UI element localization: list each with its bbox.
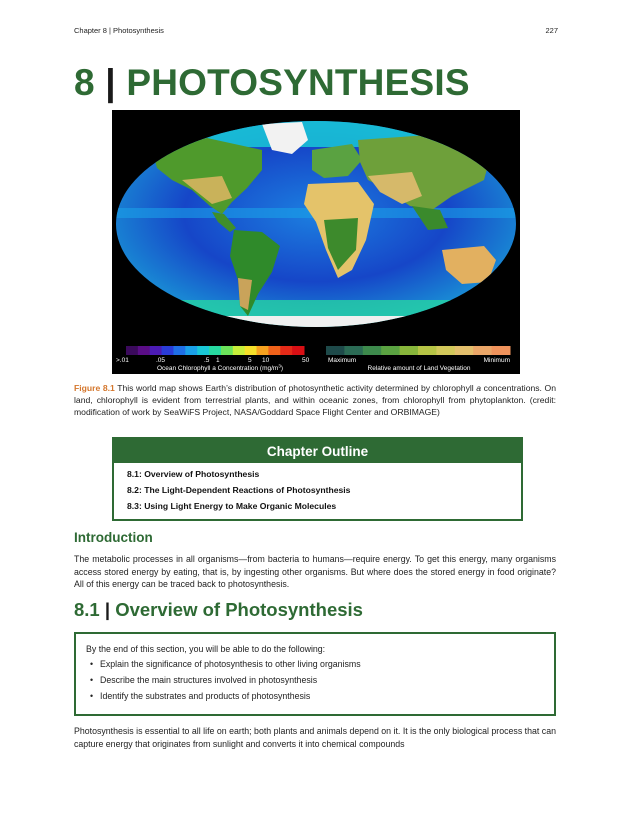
vegetation-swatch [492, 346, 511, 355]
chlorophyll-swatch [221, 346, 233, 355]
chlorophyll-tick-label: 10 [262, 357, 270, 364]
vegetation-swatch [363, 346, 382, 355]
running-head [74, 26, 558, 35]
chlorophyll-tick-label: .05 [156, 357, 166, 364]
chlorophyll-swatch [245, 346, 257, 355]
vegetation-swatch [344, 346, 363, 355]
objectives-list [76, 659, 554, 701]
vegetation-swatch [473, 346, 492, 355]
chlorophyll-swatch [185, 346, 197, 355]
outline-item[interactable]: 8.3: Using Light Energy to Make Organic Molecules [127, 501, 337, 511]
chlorophyll-swatch [268, 346, 280, 355]
chlorophyll-swatch [280, 346, 292, 355]
chlorophyll-tick-label: .5 [204, 357, 210, 364]
chlorophyll-legend [126, 346, 305, 355]
caption-italic: a [476, 383, 482, 393]
objective-item: • Explain the significance of photosynthesis to other living organisms [90, 659, 361, 669]
vegetation-max-label: Maximum [328, 357, 357, 364]
vegetation-axis-label: Relative amount of Land Vegetation [367, 365, 471, 372]
vegetation-swatch [381, 346, 400, 355]
objective-item: • Identify the substrates and products of photosynthesis [90, 691, 311, 701]
chlorophyll-swatch [173, 346, 185, 355]
world-map-image [112, 110, 520, 374]
chlorophyll-swatch [209, 346, 221, 355]
bullet: • [90, 659, 94, 669]
section-paragraph: Photosynthesis is essential to all life on earth; both plants and animals depend on it. It is the only biological process that can capture energy that originates from sunlight and converts it into chemical compounds [74, 726, 556, 749]
bullet: • [90, 675, 94, 685]
vegetation-swatch [400, 346, 419, 355]
chlorophyll-axis-label: Ocean Chlorophyll a Concentration $(mg/m^3)$ [156, 363, 284, 372]
section-separator: | [104, 599, 111, 620]
figure-caption [74, 382, 556, 418]
bullet: • [90, 691, 94, 701]
chlorophyll-swatch [138, 346, 150, 355]
chlorophyll-swatch [197, 346, 209, 355]
introduction-heading: Introduction [74, 530, 153, 545]
vegetation-swatch [326, 346, 345, 355]
chapter-number: 8 [74, 62, 95, 103]
vegetation-min-label: Minimum [483, 357, 510, 364]
caption-text-2: concentrations. On land, chlorophyll is evident from terrestrial plants, and within oceanic zones, from chlorophyll from phytoplankton. (credit: modification of work by SeaWiFS Project, NASA/Goddard Space Flight Center and ORBIMAGE) [74, 383, 556, 417]
caption-text-1: This world map shows Earth’s distribution of photosynthetic activity determined by chlorophyll [114, 383, 477, 393]
introduction-paragraph: The metabolic processes in all organisms—from bacteria to humans—require energy. To get this energy, many organisms access stored energy by eating, that is, by ingesting other organisms. But where does the stored energy in food originate? All of this energy can be traced back to photosynthesis. [74, 554, 556, 589]
chapter-title [74, 62, 470, 104]
objectives-intro: By the end of this section, you will be able to do the following: [86, 644, 326, 654]
outline-item[interactable]: 8.2: The Light-Dependent Reactions of Photosynthesis [127, 485, 351, 495]
vegetation-legend [326, 346, 511, 355]
chapter-outline-box [112, 437, 523, 521]
learning-objectives-box [74, 632, 556, 716]
chlorophyll-swatch [292, 346, 304, 355]
chlorophyll-swatch [257, 346, 269, 355]
chlorophyll-swatch [233, 346, 245, 355]
outline-item[interactable]: 8.1: Overview of Photosynthesis [127, 469, 260, 479]
chapter-outline-header: Chapter Outline [114, 439, 521, 463]
vegetation-swatch [436, 346, 455, 355]
chlorophyll-tick-label: 50 [302, 357, 310, 364]
chlorophyll-swatch [126, 346, 138, 355]
section-number: 8.1 [74, 599, 100, 620]
chlorophyll-tick-label: 5 [248, 357, 252, 364]
chlorophyll-tick-label: 1 [216, 357, 220, 364]
running-head-title: Chapter 8 | Photosynthesis [74, 26, 164, 35]
vegetation-swatch [418, 346, 437, 355]
world-map-figure [112, 110, 520, 374]
page-number: 227 [545, 26, 558, 35]
chapter-name: PHOTOSYNTHESIS [126, 62, 470, 103]
chlorophyll-swatch [150, 346, 162, 355]
objective-item: • Describe the main structures involved in photosynthesis [90, 675, 318, 685]
section-title: Overview of Photosynthesis [115, 599, 363, 620]
chlorophyll-tick-label: >.01 [116, 357, 129, 364]
chlorophyll-swatch [162, 346, 174, 355]
vegetation-swatch [455, 346, 474, 355]
section-heading [74, 599, 363, 621]
figure-label: Figure 8.1 [74, 383, 115, 393]
chapter-separator: | [105, 62, 116, 103]
